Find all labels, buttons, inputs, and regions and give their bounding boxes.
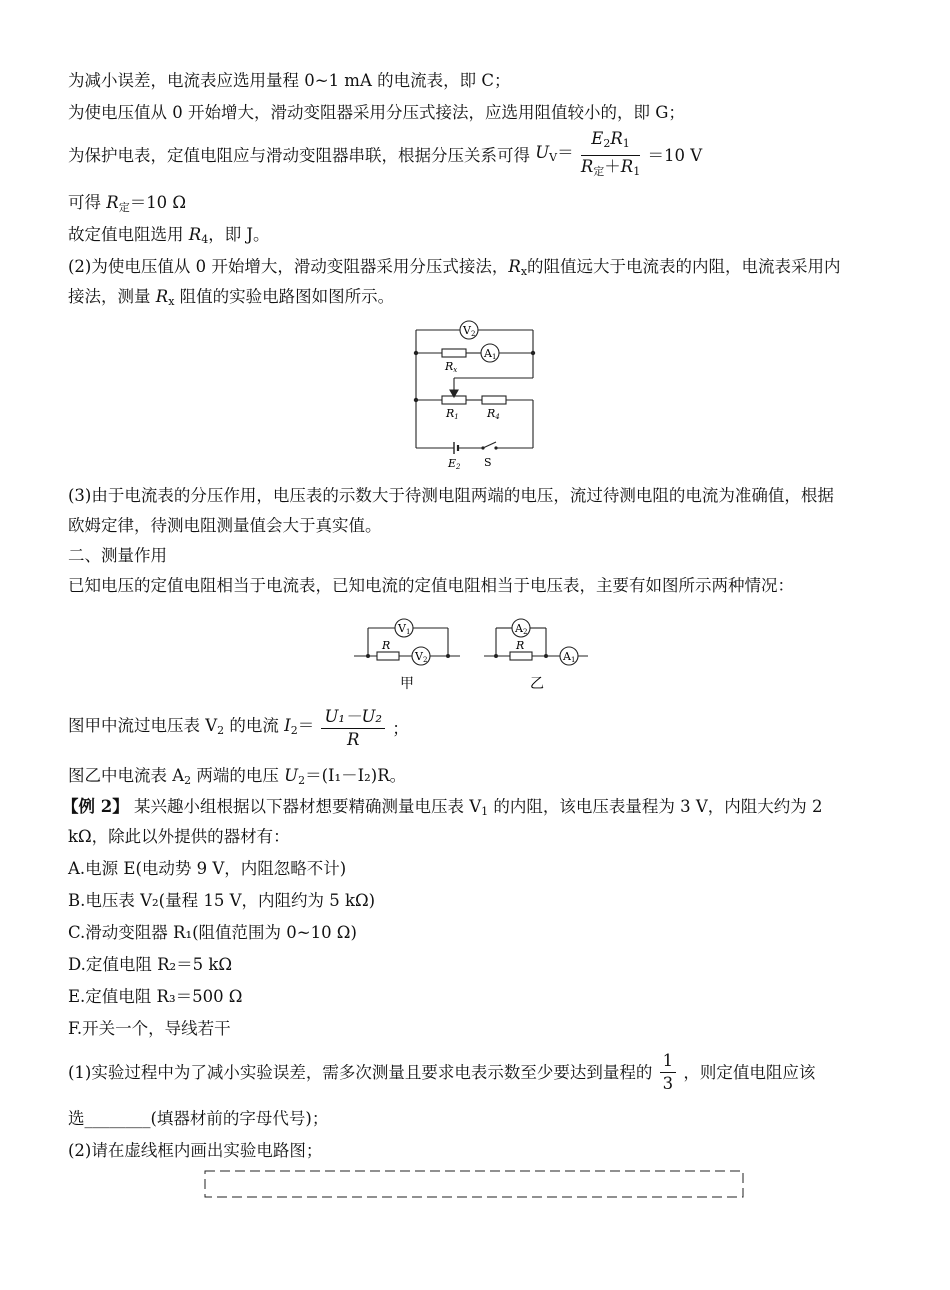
fraction-denominator: $R_定+R_1$ [580, 157, 641, 178]
line-part2-b: 接法，测量 $R_x$ 阻值的实验电路图如图所示。 [68, 287, 395, 308]
formula-result: ＝10 V [647, 145, 703, 165]
circuit-diagram-cases [350, 612, 595, 700]
current-fraction-numerator: U₁－U₂ [321, 706, 385, 729]
dashed-box-svg [204, 1170, 744, 1198]
one-third-fraction: $\frac{1}{3}$ [660, 1050, 677, 1095]
switch-label: S [484, 456, 492, 469]
circuit-diagram-svg [400, 318, 550, 478]
example-2-statement-cont: kΩ，除此以外提供的器材有： [68, 827, 290, 846]
section-heading-measurement: 二、测量作用 [68, 546, 167, 565]
caption-jia: 甲 [400, 676, 414, 692]
r4-label: R4 [487, 407, 500, 421]
question-1: (1)实验过程中为了减小实验误差，需多次测量且要求电表示数至少要达到量程的 $\frac{1}{3}$ ，则定值电阻应该 [68, 1051, 816, 1093]
r-label-left: R [382, 639, 391, 652]
option-c: C.滑动变阻器 R₁(阻值范围为 0~10 Ω) [68, 923, 357, 942]
option-d: D.定值电阻 R₂＝5 kΩ [68, 955, 233, 974]
e2-label: E2 [448, 457, 461, 471]
current-fraction [321, 706, 385, 751]
a1-label: A1 [484, 347, 497, 361]
option-b: B.电压表 V₂(量程 15 V，内阻约为 5 kΩ) [68, 891, 376, 910]
line-rheostat-choice: 为使电压值从 0 开始增大，滑动变阻器采用分压式接法，应选用阻值较小的，即 G； [68, 103, 685, 122]
circuit-diagram-rx [400, 318, 550, 482]
v2-label: V2 [463, 324, 476, 338]
line-case-yi-voltage: 图乙中电流表 $A_2$ 两端的电压 $U_2=(I_1-I_2)R$。 [68, 766, 407, 787]
line-measurement-intro: 已知电压的定值电阻相当于电流表，已知电流的定值电阻相当于电压表，主要有如图所示两种情况： [68, 576, 794, 595]
fraction-numerator: $E_2R_1$ [581, 128, 640, 156]
switch-lever [483, 442, 496, 448]
line-part3-b: 欧姆定律，待测电阻测量值会大于真实值。 [68, 516, 382, 535]
rx-resistor [442, 349, 466, 357]
r-label-right: R [516, 639, 525, 652]
divider-fraction [581, 128, 640, 183]
line-part2-a: (2)为使电压值从 0 开始增大，滑动变阻器采用分压式接法，$R_x$的阻值远大于电流表的内阻，电流表采用内 [68, 257, 841, 278]
r4-resistor [482, 396, 506, 404]
current-fraction-denominator: R [347, 730, 360, 749]
v2-label-left: V2 [415, 650, 428, 664]
line-current-meter-choice: 为减小误差，电流表应选用量程 0~1 mA 的电流表，即 C； [68, 71, 511, 90]
line-r4-choice: 故定值电阻选用 $R_4$，即 J。 [68, 225, 270, 246]
a2-label: A2 [515, 622, 528, 636]
example-tag: 【例 2】 [62, 797, 129, 816]
line-voltage-divider-formula [68, 128, 702, 183]
line-r-fixed-value: 可得 $R_定=10$ Ω [68, 193, 187, 214]
example-2-statement: 【例 2】 某兴趣小组根据以下器材想要精确测量电压表 $V_1$ 的内阻，该电压表量程为 3 V，内阻大约为 2 [62, 797, 823, 818]
formula-uv: $U_V=$ [535, 143, 574, 164]
r1-label: R1 [446, 407, 459, 421]
option-a: A.电源 E(电动势 9 V，内阻忽略不计) [68, 859, 347, 878]
a1-label-right: A1 [563, 650, 576, 664]
line-part3-a: (3)由于电流表的分压作用，电压表的示数大于待测电阻两端的电压，流过待测电阻的电流为准确值，根据 [68, 486, 834, 505]
option-f: F.开关一个，导线若干 [68, 1019, 231, 1038]
cases-diagram-svg [350, 612, 595, 696]
rx-label: Rx [445, 360, 458, 374]
question-2: (2)请在虚线框内画出实验电路图； [68, 1141, 323, 1160]
r-resistor-left [377, 652, 399, 660]
line-case-jia-current: 图甲中流过电压表 $V_2$ 的电流 $I_2=$ $\frac{\text{U₁－U₂}}{R}$ ； [68, 707, 409, 749]
formula-intro: 为保护电表，定值电阻应与滑动变阻器串联，根据分压关系可得 [68, 145, 530, 165]
caption-yi: 乙 [530, 676, 544, 692]
answer-dashed-box[interactable] [204, 1170, 744, 1198]
v1-label: V1 [398, 622, 411, 636]
option-e: E.定值电阻 R₃＝500 Ω [68, 987, 243, 1006]
r-resistor-right [510, 652, 532, 660]
question-1-blank: 选________(填器材前的字母代号)； [68, 1109, 329, 1128]
